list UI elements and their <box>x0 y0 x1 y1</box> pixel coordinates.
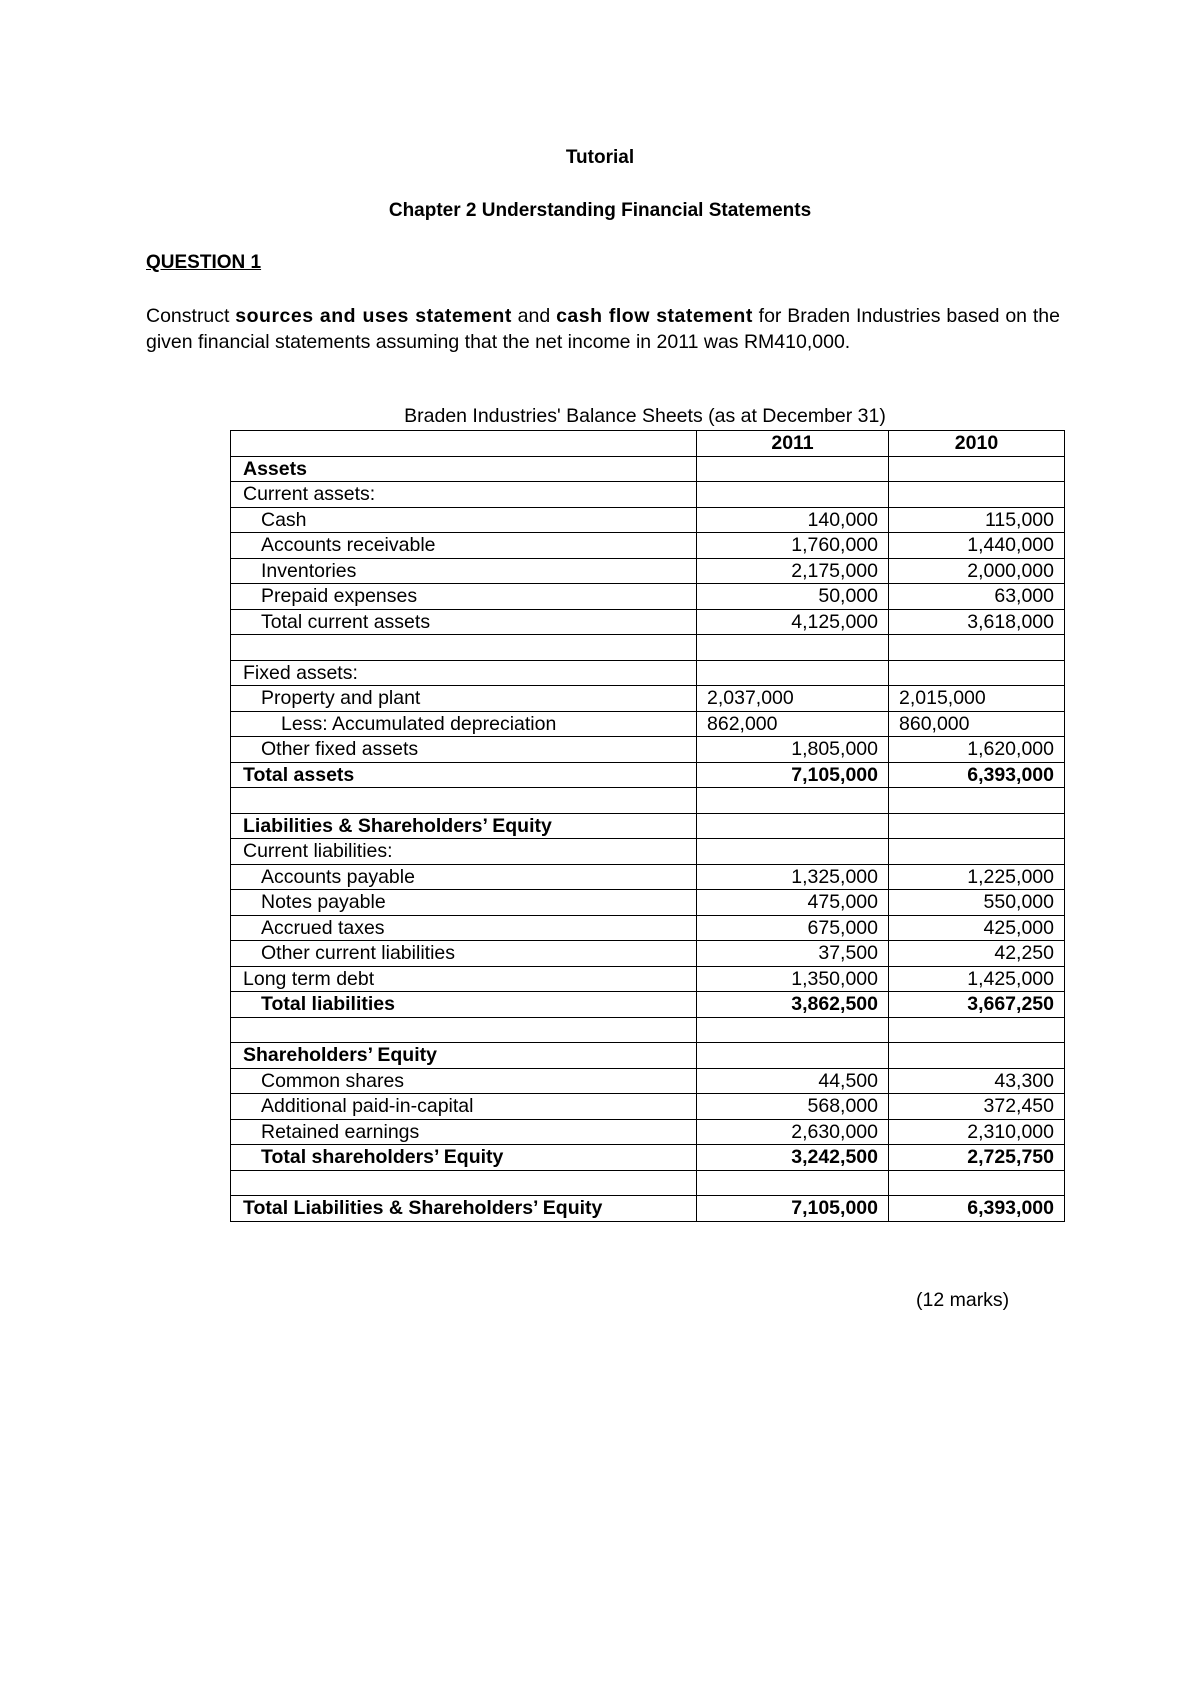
value-2010 <box>889 660 1065 686</box>
row-label: Accounts receivable <box>261 534 436 557</box>
value-2011 <box>697 1017 889 1043</box>
table-row <box>231 584 1065 610</box>
row-label-cell <box>231 660 697 686</box>
row-label-cell <box>231 1094 697 1120</box>
row-label-cell <box>231 1196 697 1222</box>
value-2010: 372,450 <box>889 1094 1065 1120</box>
table-header-row <box>231 431 1065 457</box>
table-row <box>231 992 1065 1018</box>
table-row <box>231 737 1065 763</box>
value-2010: 43,300 <box>889 1068 1065 1094</box>
row-label: Fixed assets: <box>243 661 358 684</box>
value-2011: 140,000 <box>697 507 889 533</box>
row-label: Long term debt <box>243 967 375 990</box>
row-label: Less: Accumulated depreciation <box>281 712 557 735</box>
row-label: Accrued taxes <box>261 916 385 939</box>
value-2011: 3,242,500 <box>697 1145 889 1171</box>
value-2011 <box>697 660 889 686</box>
value-2011: 2,037,000 <box>697 686 889 712</box>
value-2010: 3,618,000 <box>889 609 1065 635</box>
table-row <box>231 558 1065 584</box>
row-label: Other fixed assets <box>261 738 419 761</box>
value-2010 <box>889 482 1065 508</box>
row-label-cell <box>231 864 697 890</box>
header-label-cell <box>231 431 697 457</box>
row-label-cell <box>231 711 697 737</box>
row-label-cell <box>231 456 697 482</box>
row-label-cell <box>231 737 697 763</box>
row-label-cell <box>231 609 697 635</box>
value-2010: 550,000 <box>889 890 1065 916</box>
value-2011 <box>697 482 889 508</box>
value-2010: 42,250 <box>889 941 1065 967</box>
value-2010: 425,000 <box>889 915 1065 941</box>
row-label-cell <box>231 1017 697 1043</box>
table-row <box>231 482 1065 508</box>
table-row <box>231 941 1065 967</box>
row-label-cell <box>231 966 697 992</box>
value-2011: 3,862,500 <box>697 992 889 1018</box>
value-2011: 7,105,000 <box>697 762 889 788</box>
row-label: Total Liabilities & Shareholders’ Equity <box>243 1197 603 1220</box>
value-2011: 568,000 <box>697 1094 889 1120</box>
value-2010: 2,015,000 <box>889 686 1065 712</box>
value-2010 <box>889 813 1065 839</box>
instruction-bold-1: sources and uses statement <box>235 305 512 327</box>
row-label-cell <box>231 1119 697 1145</box>
table-row <box>231 1119 1065 1145</box>
row-label-cell <box>231 1068 697 1094</box>
balance-sheet-body <box>231 456 1065 1221</box>
row-label: Current liabilities: <box>243 840 393 863</box>
row-label: Total assets <box>243 763 355 786</box>
question-heading: QUESTION 1 <box>146 252 262 273</box>
value-2011 <box>697 635 889 661</box>
value-2010: 2,725,750 <box>889 1145 1065 1171</box>
row-label: Current assets: <box>243 483 376 506</box>
value-2011: 50,000 <box>697 584 889 610</box>
value-2010 <box>889 839 1065 865</box>
instruction-paragraph <box>146 303 1060 355</box>
value-2011: 37,500 <box>697 941 889 967</box>
value-2010 <box>889 788 1065 814</box>
row-label-cell <box>231 584 697 610</box>
row-label-cell <box>231 1043 697 1069</box>
row-label-cell <box>231 533 697 559</box>
table-row <box>231 711 1065 737</box>
row-label-cell <box>231 813 697 839</box>
row-label-cell <box>231 507 697 533</box>
row-label: Additional paid-in-capital <box>261 1095 474 1118</box>
table-row <box>231 839 1065 865</box>
table-row <box>231 813 1065 839</box>
table-row <box>231 660 1065 686</box>
row-label-cell <box>231 482 697 508</box>
row-label-cell <box>231 1145 697 1171</box>
row-label: Common shares <box>261 1069 405 1092</box>
table-row <box>231 1170 1065 1196</box>
table-row <box>231 966 1065 992</box>
value-2011: 1,350,000 <box>697 966 889 992</box>
value-2011: 2,175,000 <box>697 558 889 584</box>
value-2011: 7,105,000 <box>697 1196 889 1222</box>
table-row <box>231 1196 1065 1222</box>
table-row <box>231 1043 1065 1069</box>
chapter-title: Chapter 2 Understanding Financial Statements <box>388 200 812 221</box>
row-label-cell <box>231 686 697 712</box>
row-label-cell <box>231 558 697 584</box>
value-2010 <box>889 635 1065 661</box>
row-label: Prepaid expenses <box>261 585 418 608</box>
row-label: Cash <box>261 508 307 531</box>
instruction-text-1: Construct <box>146 305 236 327</box>
balance-sheet-table <box>230 430 1065 1222</box>
value-2010: 2,310,000 <box>889 1119 1065 1145</box>
value-2010 <box>889 456 1065 482</box>
table-row <box>231 890 1065 916</box>
table-row <box>231 533 1065 559</box>
value-2010: 2,000,000 <box>889 558 1065 584</box>
table-row <box>231 507 1065 533</box>
row-label: Retained earnings <box>261 1120 420 1143</box>
table-row <box>231 864 1065 890</box>
row-label: Shareholders’ Equity <box>243 1044 437 1067</box>
value-2011 <box>697 1043 889 1069</box>
table-row <box>231 686 1065 712</box>
value-2011: 675,000 <box>697 915 889 941</box>
row-label: Total current assets <box>261 610 431 633</box>
value-2011: 2,630,000 <box>697 1119 889 1145</box>
value-2010: 3,667,250 <box>889 992 1065 1018</box>
row-label: Total liabilities <box>261 993 395 1016</box>
instruction-text-2: and <box>511 305 557 327</box>
row-label: Total shareholders’ Equity <box>261 1146 504 1169</box>
row-label-cell <box>231 635 697 661</box>
value-2011 <box>697 788 889 814</box>
value-2011 <box>697 1170 889 1196</box>
value-2010: 1,620,000 <box>889 737 1065 763</box>
table-caption: Braden Industries' Balance Sheets (as at December 31) <box>404 405 886 427</box>
header-2011: 2011 <box>697 431 889 457</box>
value-2010: 115,000 <box>889 507 1065 533</box>
value-2011: 44,500 <box>697 1068 889 1094</box>
value-2010 <box>889 1170 1065 1196</box>
page-heading: Tutorial <box>565 147 635 168</box>
table-row <box>231 788 1065 814</box>
value-2011 <box>697 839 889 865</box>
row-label-cell <box>231 762 697 788</box>
row-label-cell <box>231 890 697 916</box>
row-label: Property and plant <box>261 687 421 710</box>
row-label-cell <box>231 839 697 865</box>
row-label-cell <box>231 788 697 814</box>
table-row <box>231 1068 1065 1094</box>
row-label: Inventories <box>261 559 357 582</box>
value-2010: 6,393,000 <box>889 1196 1065 1222</box>
row-label: Notes payable <box>261 891 386 914</box>
value-2010 <box>889 1043 1065 1069</box>
header-2010: 2010 <box>889 431 1065 457</box>
value-2011: 862,000 <box>697 711 889 737</box>
instruction-text-3: for Braden Industries based on the given financial statements assuming that the net income in 2011 was RM410,000. <box>146 305 1060 353</box>
marks-label: (12 marks) <box>916 1289 1010 1311</box>
row-label-cell <box>231 1170 697 1196</box>
instruction-bold-2: cash flow statement <box>556 305 753 327</box>
table-row <box>231 609 1065 635</box>
table-row <box>231 1145 1065 1171</box>
value-2010 <box>889 1017 1065 1043</box>
row-label: Assets <box>243 457 307 480</box>
table-row <box>231 635 1065 661</box>
value-2011: 1,325,000 <box>697 864 889 890</box>
value-2011 <box>697 456 889 482</box>
value-2010: 6,393,000 <box>889 762 1065 788</box>
value-2011: 475,000 <box>697 890 889 916</box>
row-label: Other current liabilities <box>261 942 455 965</box>
value-2010: 860,000 <box>889 711 1065 737</box>
value-2010: 1,440,000 <box>889 533 1065 559</box>
table-row <box>231 1094 1065 1120</box>
table-row <box>231 456 1065 482</box>
value-2010: 1,225,000 <box>889 864 1065 890</box>
value-2011 <box>697 813 889 839</box>
row-label: Accounts payable <box>261 865 415 888</box>
row-label-cell <box>231 941 697 967</box>
value-2010: 63,000 <box>889 584 1065 610</box>
value-2011: 1,760,000 <box>697 533 889 559</box>
value-2010: 1,425,000 <box>889 966 1065 992</box>
row-label-cell <box>231 915 697 941</box>
row-label: Liabilities & Shareholders’ Equity <box>243 814 552 837</box>
table-row <box>231 762 1065 788</box>
row-label-cell <box>231 992 697 1018</box>
table-row <box>231 915 1065 941</box>
table-row <box>231 1017 1065 1043</box>
value-2011: 4,125,000 <box>697 609 889 635</box>
value-2011: 1,805,000 <box>697 737 889 763</box>
